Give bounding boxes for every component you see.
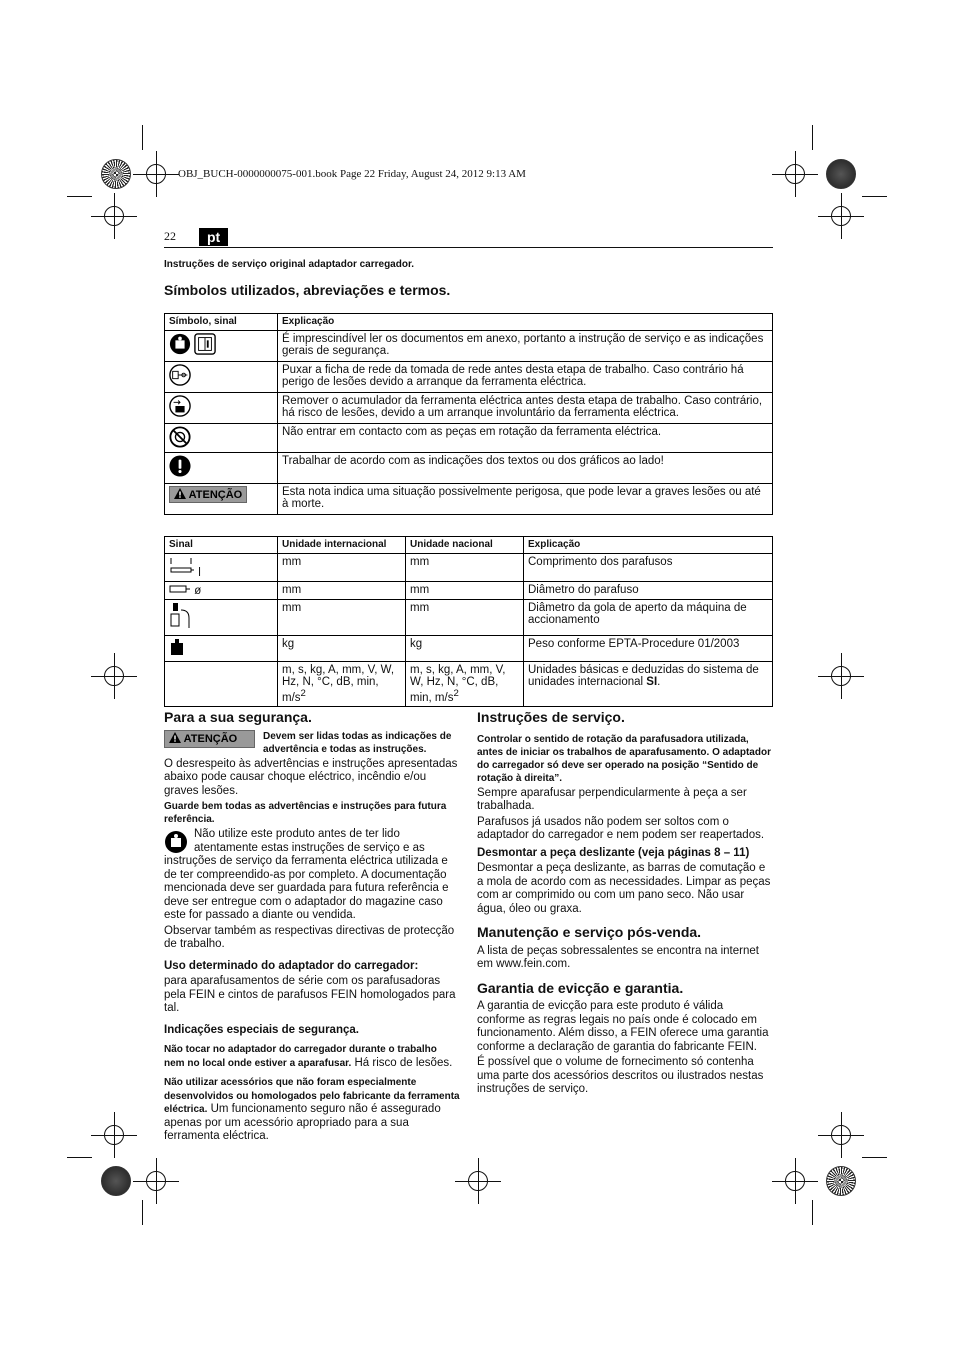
color-rosette [101, 159, 131, 189]
paragraph: Sempre aparafusar perpendicularmente à peça a ser trabalhada. [477, 786, 747, 812]
paragraph-bold: Controlar o sentido de rotação da parafusadora utilizada, antes de iniciar os trabalhos de aparafusamento. O adaptador do carregador só deve ser operado na posição “Sentido de rotação à direita”. [477, 733, 771, 784]
natl-unit-cell: kg [406, 636, 524, 662]
intl-unit-cell: mm [278, 582, 406, 600]
color-rosette [826, 159, 856, 189]
manual-book-icon [194, 333, 216, 355]
superscript: 2 [300, 688, 306, 699]
warranty-heading: Garantia de evicção e garantia. [477, 979, 684, 996]
intl-unit-cell: mm [278, 600, 406, 636]
table-header: Sinal [165, 537, 278, 554]
symbol-cell [165, 554, 278, 582]
symbol-cell [165, 453, 278, 484]
table-header: Símbolo, sinal [165, 314, 278, 331]
warning-block [164, 730, 460, 756]
paragraph: Um funcionamento seguro não é assegurado apenas por um acessório apropriado para a sua ferramenta eléctrica. [164, 1103, 441, 1142]
explanation-cell: Diâmetro do parafuso [524, 582, 773, 600]
registration-mark [831, 666, 851, 686]
explanation-cell: Não entrar em contacto com as peças em rotação da ferramenta eléctrica. [278, 424, 773, 453]
natl-unit-cell: mm [406, 554, 524, 582]
paragraph: Não utilize este produto antes de ter lido atentamente estas instruções de serviço e as instruções de serviço da ferramenta eléctrica utilizada e de ter compreendido-as por completo. A documentação mencionada deve ser guardada para futura referência e deve ser entregue com o adaptador do magazine caso este for passado a diante ou vendida. [164, 828, 449, 921]
intl-unit-cell: mm [278, 554, 406, 582]
document-subtitle: Instruções de serviço original adaptador carregador. [164, 259, 415, 270]
warning-triangle-icon [169, 732, 181, 743]
right-column [477, 703, 773, 1099]
symbol-cell [165, 662, 278, 707]
table-header: Unidade nacional [406, 537, 524, 554]
weight-icon [169, 638, 185, 656]
registration-mark [146, 164, 166, 184]
explanation-cell: Puxar a ficha de rede da tomada de rede antes desta etapa de trabalho. Caso contrário há perigo de lesões devido a arranque da ferramenta eléctrica. [278, 362, 773, 393]
units-table [164, 536, 773, 707]
table-header: Unidade internacional [278, 537, 406, 554]
symbols-heading: Símbolos utilizados, abreviações e termos. [164, 282, 451, 298]
explanation-cell [524, 662, 773, 707]
language-badge: pt [199, 228, 228, 246]
explanation-cell: Esta nota indica uma situação possivelmente perigosa, que pode levar a graves lesões ou até à morte. [278, 484, 773, 515]
table-header: Explicação [524, 537, 773, 554]
paragraph-bold: Não utilizar acessórios que não foram especialmente desenvolvidos ou homologados pelo fabricante da ferramenta eléctrica. [164, 1077, 460, 1115]
read-manual-block [164, 828, 460, 923]
registration-mark [468, 1171, 488, 1191]
symbol-cell [165, 636, 278, 662]
symbol-cell [165, 484, 278, 515]
explanation-cell: Diâmetro da gola de aperto da máquina de accionamento [524, 600, 773, 636]
screw-diameter-icon [169, 584, 191, 594]
color-rosette [826, 1166, 856, 1196]
unit-list: m, s, kg, A, mm, V, W, Hz, N, °C, dB, min, m/s [282, 664, 395, 704]
screw-length-icon [169, 556, 195, 576]
registration-mark [785, 1171, 805, 1191]
special-safety-heading: Indicações especiais de segurança. [164, 1023, 359, 1036]
symbol-text: ø [194, 585, 202, 597]
intl-unit-cell: kg [278, 636, 406, 662]
paragraph: para aparafusamentos de série com os parafusadoras pela FEIN e cintos de parafusos FEIN homologados para tal. [164, 975, 456, 1014]
explanation-cell: Peso conforme EPTA-Procedure 01/2003 [524, 636, 773, 662]
symbol-cell [165, 600, 278, 636]
warning-badge [164, 730, 255, 749]
intl-unit-cell [278, 662, 406, 707]
page-number: 22 [164, 229, 176, 243]
paragraph: Observar também as respectivas directivas de protecção de trabalho. [164, 924, 455, 950]
no-touch-icon [169, 426, 191, 448]
symbols-table [164, 313, 773, 515]
symbol-cell [165, 393, 278, 424]
symbol-cell [165, 331, 278, 362]
warning-badge [169, 486, 247, 503]
explanation-text: Unidades básicas e deduzidas do sistema de unidades internacional [528, 664, 759, 688]
registration-mark [831, 1125, 851, 1145]
paragraph-bold: Não tocar no adaptador do carregador durante o trabalho nem no local onde estiver a aparafusar. [164, 1044, 437, 1069]
operating-heading: Instruções de serviço. [477, 709, 625, 725]
registration-mark [104, 666, 124, 686]
warning-label: ATENÇÃO [183, 732, 238, 745]
symbol-cell [165, 582, 278, 600]
color-rosette [101, 1166, 131, 1196]
warning-label: ATENÇÃO [188, 489, 243, 501]
natl-unit-cell [406, 662, 524, 707]
explanation-cell: Trabalhar de acordo com as indicações dos textos ou dos gráficos ao lado! [278, 453, 773, 484]
natl-unit-cell: mm [406, 600, 524, 636]
left-column [164, 703, 460, 1146]
collar-diameter-icon [169, 602, 195, 630]
symbol-cell [165, 362, 278, 393]
read-manual-icon [164, 830, 188, 854]
read-manual-icon [169, 333, 191, 355]
symbol-text: l [198, 567, 201, 579]
unit-list: m, s, kg, A, mm, V, W, Hz, N, °C, dB, min, m/s [410, 664, 506, 704]
registration-mark [104, 1125, 124, 1145]
registration-mark [785, 164, 805, 184]
remove-battery-icon [169, 395, 191, 417]
registration-mark [831, 206, 851, 226]
paragraph: É possível que o volume de fornecimento só contenha uma parte dos acessórios descritos ou ilustrados nestas instruções de serviço. [477, 1056, 764, 1095]
warning-text: Devem ser lidas todas as indicações de advertência e todas as instruções. [263, 730, 452, 755]
natl-unit-cell: mm [406, 582, 524, 600]
remove-slider-heading: Desmontar a peça deslizante (veja páginas 8 – 11) [477, 846, 750, 859]
warning-triangle-icon [174, 488, 186, 499]
si-label: SI [646, 676, 658, 688]
paragraph: Desmontar a peça deslizante, as barras de comutação e a mola de acordo com as necessidades. Limpar as peças com ar comprimido ou com um pano seco. Não usar água, óleo ou graxa. [477, 862, 771, 915]
superscript: 2 [453, 688, 459, 699]
table-header: Explicação [278, 314, 773, 331]
registration-mark [146, 1171, 166, 1191]
maintenance-heading: Manutenção e serviço pós-venda. [477, 924, 702, 940]
file-info-line: OBJ_BUCH-0000000075-001.book Page 22 Friday, August 24, 2012 9:13 AM [178, 168, 526, 180]
explanation-cell: Comprimento dos parafusos [524, 554, 773, 582]
registration-mark [104, 206, 124, 226]
intended-use-heading: Uso determinado do adaptador do carregador: [164, 959, 419, 972]
explanation-cell: É imprescindível ler os documentos em anexo, portanto a instrução de serviço e as indicações gerais de segurança. [278, 331, 773, 362]
paragraph: A garantia de evicção para este produto é válida conforme as regras legais no país onde é colocado em funcionamento. Além disso, a FEIN oferece uma garantia conforme a declaração de garantia do fabricante FEIN. [477, 1000, 769, 1053]
explanation-cell: Remover o acumulador da ferramenta eléctrica antes desta etapa de trabalho. Caso contrário, há risco de lesões, devido a um arranque involuntário da ferramenta eléctrica. [278, 393, 773, 424]
paragraph: O desrespeito às advertências e instruções apresentadas abaixo pode causar choque eléctrico, incêndio e/ou graves lesões. [164, 757, 458, 797]
paragraph-bold: Guarde bem todas as advertências e instruções para futura referência. [164, 801, 447, 825]
symbol-cell [165, 424, 278, 453]
paragraph: A lista de peças sobressalentes se encontra na internet em www.fein.com. [477, 944, 759, 970]
safety-heading: Para a sua segurança. [164, 709, 312, 725]
explanation-end: . [657, 676, 661, 688]
paragraph: Parafusos já usados não podem ser soltos com o adaptador do carregador e nem podem ser reapertados. [477, 815, 765, 841]
paragraph: Há risco de lesões. [351, 1056, 453, 1069]
unplug-icon [169, 364, 191, 386]
exclamation-icon [169, 455, 191, 477]
